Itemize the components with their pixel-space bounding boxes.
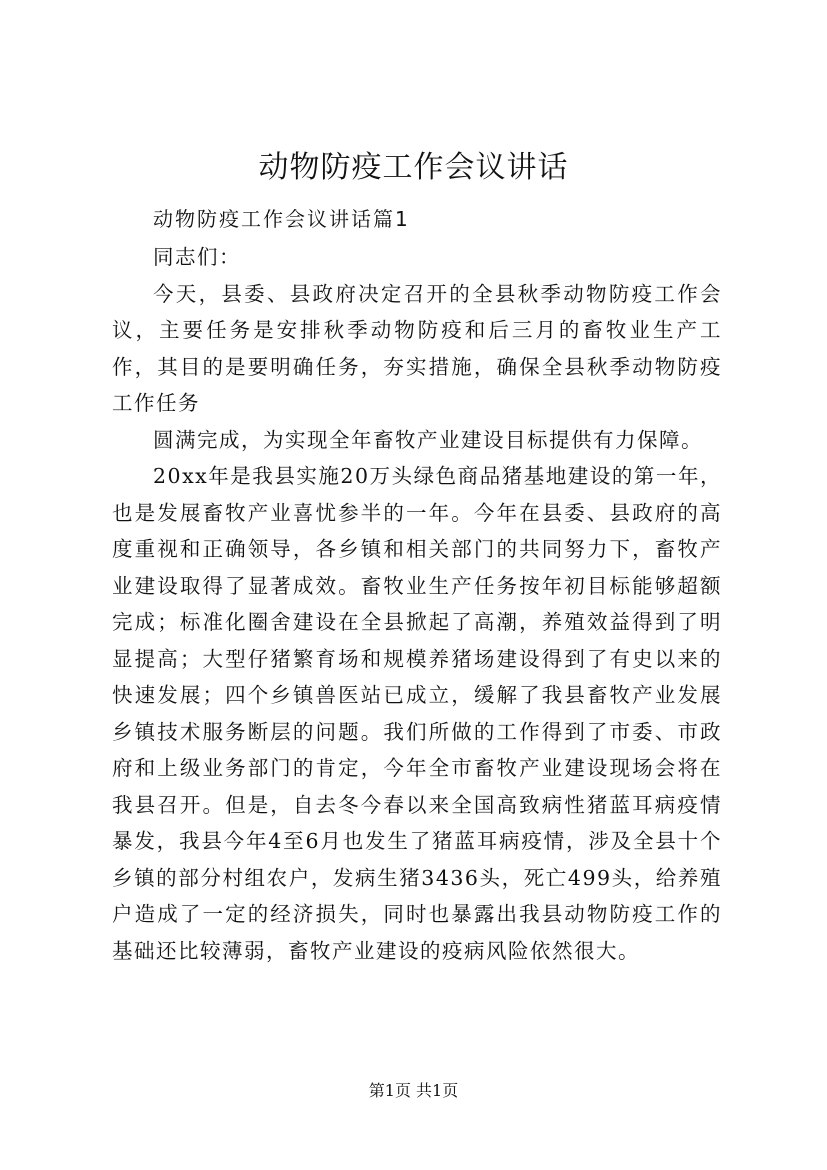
paragraph-opening-continued: 圆满完成，为实现全年畜牧产业建设目标提供有力保障。 [153,427,703,452]
paragraph-salutation: 同志们： [153,245,241,269]
page-footer: 第1页 共1页 [368,1081,459,1100]
document-subtitle: 动物防疫工作会议讲话篇1 [153,207,410,231]
document-body [112,239,722,969]
document-title: 动物防疫工作会议讲话 [258,150,569,185]
paragraph-opening: 今天，县委、县政府决定召开的全县秋季动物防疫工作会议，主要任务是安排秋季动物防疫和后三月的畜牧业生产工作，其目的是要明确任务，夯实措施，确保全县秋季动物防疫工作任务 [112,281,722,415]
paragraph-review: 20xx年是我县实施20万头绿色商品猪基地建设的第一年，也是发展畜牧产业喜忧参半的一年。今年在县委、县政府的高度重视和正确领导，各乡镇和相关部门的共同努力下，畜牧产业建设取得了显著成效。畜牧业生产任务按年初目标能够超额完成；标准化圈舍建设在全县掀起了高潮，养殖效益得到了明显提高；大型仔猪繁育场和规模养猪场建设得到了有史以来的快速发展；四个乡镇兽医站已成立，缓解了我县畜牧产业发展乡镇技术服务断层的问题。我们所做的工作得到了市委、市政府和上级业务部门的肯定，今年全市畜牧产业建设现场会将在我县召开。但是，自去冬今春以来全国高致病性猪蓝耳病疫情暴发，我县今年4至6月也发生了猪蓝耳病疫情，涉及全县十个乡镇的部分村组农户，发病生猪3436头，死亡499头，给养殖户造成了一定的经济损失，同时也暴露出我县动物防疫工作的基础还比较薄弱，畜牧产业建设的疫病风险依然很大。 [112,464,722,963]
